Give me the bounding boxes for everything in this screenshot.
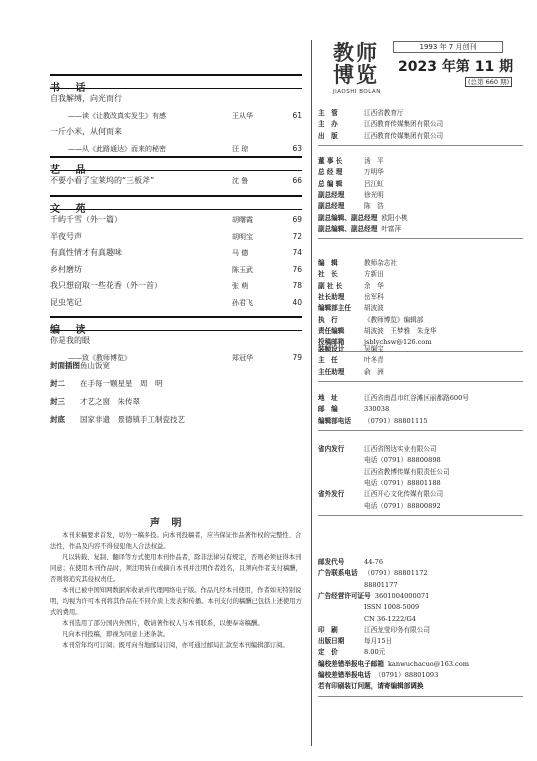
section-title: 编 读 — [50, 325, 92, 336]
entry-page: 76 — [292, 264, 302, 274]
toc-entry — [50, 143, 302, 155]
statement-paragraph: 本刊已被中国知网数据库收录并代理网络电子版。作品凡经本刊使用，作者如无特别说明，均视为许可本刊将其作品在不同介质上发表和传播。本刊支付的稿酬已包括上述使用方式的费用。 — [50, 587, 302, 616]
info-label: 装帧设计 — [318, 345, 345, 353]
info-value: 江西教育传媒集团有限公司 — [364, 120, 444, 129]
entry-page: 72 — [292, 231, 302, 241]
entry-page: 63 — [292, 143, 302, 153]
info-label: 省外发行 — [318, 490, 345, 499]
info-label: 广告经营许可证号 — [318, 591, 371, 600]
entry-page: 79 — [292, 352, 302, 362]
info-row — [318, 659, 528, 670]
info-row — [318, 625, 528, 636]
info-row — [318, 591, 528, 602]
toc-entry — [50, 335, 302, 347]
info-row — [318, 568, 528, 579]
entry-title: 有真性情才有真趣味 — [50, 248, 122, 257]
entry-title: 一斤小米，从何而来 — [50, 127, 122, 136]
info-row — [318, 636, 528, 647]
info-label: 主 办 — [318, 120, 338, 129]
info-label: 编校差错举报电子邮箱 — [318, 659, 384, 668]
info-row — [318, 455, 528, 466]
section-title: 艺 品 — [50, 165, 92, 176]
cover-value: 在手每一颗星星 周 明 — [80, 379, 163, 388]
entry-title: 半夜号声 — [50, 231, 82, 241]
info-row — [318, 444, 528, 455]
entry-page: 61 — [292, 110, 302, 120]
info-row — [318, 292, 528, 303]
toc-entry — [50, 126, 302, 138]
entry-page: 69 — [292, 215, 302, 224]
entry-author: 沈 鲁 — [232, 177, 249, 185]
cover-label: 封底 — [50, 415, 65, 424]
statement-paragraph: 本刊选用了部分国内外图片，敬请著作权人与本刊联系，以便奉寄稿酬。 — [62, 620, 264, 627]
section-header — [50, 195, 302, 215]
entry-title: 自我解缚，向光而行 — [50, 94, 122, 103]
info-label: 副总编辑、副总经理 — [318, 213, 378, 222]
info-value: 每月15日 — [364, 637, 393, 646]
info-value: 电话（0791）88801188 — [364, 478, 441, 487]
info-row — [318, 355, 528, 366]
cover-credit — [50, 360, 110, 371]
info-value: 江西省图达实业有限公司 — [364, 445, 437, 453]
info-label: 定 价 — [318, 648, 338, 657]
info-label: 地 址 — [318, 394, 338, 402]
info-label: 编校差错举报电话 — [318, 671, 371, 679]
entry-page: 66 — [292, 176, 302, 185]
entry-author: 胡曙霞 — [232, 216, 253, 224]
entry-author: 陈玉武 — [232, 265, 253, 274]
founded-date: 1993 年 7 月创刊 — [393, 41, 503, 53]
info-value: 江西省教育厅 — [364, 109, 404, 117]
info-value: 万明华 — [364, 168, 384, 177]
info-divider — [318, 430, 523, 431]
entry-title: ——读《让教改真实发生》有感 — [68, 111, 166, 120]
info-row — [318, 647, 528, 658]
info-value: 8.00元 — [364, 648, 386, 657]
info-row — [318, 344, 528, 355]
info-row — [318, 213, 528, 224]
info-value: 陈 浩 — [364, 202, 384, 211]
info-label: 社 长 — [318, 270, 338, 279]
info-value: 《教师博览》编辑部 — [364, 315, 424, 324]
cover-credit — [50, 396, 140, 407]
section-header — [50, 316, 302, 336]
entry-author: 张 萌 — [232, 282, 249, 290]
section-header — [50, 74, 302, 94]
info-value: 3601004000071 — [374, 591, 430, 600]
info-row — [318, 167, 528, 178]
info-value: 教师杂志社 — [364, 259, 397, 267]
toc-entry — [50, 214, 302, 226]
info-value: 岳军科 — [364, 292, 384, 301]
info-row — [318, 201, 528, 212]
toc-entry — [50, 247, 302, 259]
info-value: 胡波波 — [364, 304, 384, 313]
info-divider — [318, 381, 523, 382]
info-divider — [318, 696, 523, 697]
info-value: jsblychsw@126.com — [364, 338, 432, 347]
entry-author: 孙君飞 — [232, 298, 253, 307]
entry-page: 40 — [292, 297, 302, 307]
info-label: 省内发行 — [318, 445, 345, 453]
cover-label: 封面插图 — [50, 361, 80, 370]
info-value: CN 36-1222/G4 — [364, 614, 416, 623]
info-value: 吕江虹 — [364, 179, 384, 188]
info-row — [318, 670, 528, 681]
info-label: 副总编辑、副总经理 — [318, 224, 378, 233]
section-title: 书 话 — [50, 83, 92, 94]
cover-label: 封二 — [50, 379, 65, 388]
cover-value: 鱼山饭宽 — [80, 361, 110, 370]
info-divider — [318, 515, 523, 516]
info-row — [318, 404, 528, 415]
toc-entry — [50, 175, 302, 187]
info-row — [318, 131, 528, 142]
info-value: 电话（0791）88800898 — [364, 456, 441, 465]
info-label: 主 管 — [318, 109, 338, 117]
magazine-logo: 教师博览 — [333, 40, 379, 87]
info-value: 江西开心文化传媒有限公司 — [364, 490, 444, 499]
column-divider — [311, 40, 312, 746]
info-row — [318, 179, 528, 190]
info-value: 方新田 — [364, 270, 384, 279]
statement-body — [50, 530, 302, 651]
info-label: 邮 编 — [318, 405, 338, 414]
statement-paragraph: 凡向本刊投稿，即视为同意上述条款。 — [62, 631, 170, 638]
info-value: 江西省南昌市红谷滩区丽都路600号 — [364, 394, 469, 402]
entry-author: 汪 琼 — [232, 144, 249, 153]
info-row — [318, 580, 528, 591]
info-row — [318, 303, 528, 314]
info-row — [318, 416, 528, 427]
info-value: （0791）88801093 — [374, 671, 439, 679]
entry-author: 马 德 — [232, 249, 249, 257]
info-label: 广告联系电话 — [318, 569, 358, 578]
toc-entry — [50, 280, 302, 292]
info-value: 江西龙莹印务有限公司 — [364, 625, 430, 634]
cover-credit — [50, 378, 163, 389]
toc-entry — [50, 264, 302, 276]
toc-entry — [50, 110, 302, 122]
info-row — [318, 269, 528, 280]
logo-pinyin: JIAOSHI BOLAN — [333, 89, 381, 95]
info-row — [318, 393, 528, 404]
info-row — [318, 681, 528, 692]
info-value: 徐光明 — [364, 190, 384, 199]
entry-title: ——致《教师博览》 — [68, 353, 131, 362]
statement-paragraph: 本刊常年均可订阅；既可向当地邮局订阅，亦可通过邮局汇款至本刊编辑部订阅。 — [62, 642, 289, 649]
info-label: 若有印刷装订问题，请寄编辑部调换 — [318, 682, 424, 691]
info-row — [318, 602, 528, 613]
info-divider — [318, 238, 523, 239]
info-label: 投稿邮箱 — [318, 338, 345, 347]
entry-author: 胡明宝 — [232, 232, 253, 241]
info-value: 俞 洲 — [364, 367, 384, 376]
entry-title: 不要小看了宝莱坞的“三板斧” — [50, 176, 155, 185]
info-row — [318, 108, 528, 119]
info-row — [318, 367, 528, 378]
statement-paragraph: 本刊来稿要求首发，切勿一稿多投。向本刊投稿者，应当保证作品著作权的完整性、合法性，作品及内容不得侵犯他人合法权益。 — [50, 532, 302, 550]
info-value: kanwuchacuo@163.com — [387, 659, 469, 668]
info-label: 总 编 辑 — [318, 179, 343, 188]
info-label: 副 社 长 — [318, 281, 343, 290]
info-label: 社长助理 — [318, 292, 345, 301]
info-value: （0791）88801115 — [364, 416, 428, 425]
info-label: 执 行 — [318, 315, 338, 324]
info-value: 叶冬青 — [364, 356, 384, 365]
info-row — [318, 281, 528, 292]
info-value: 88801177 — [364, 580, 398, 589]
info-value: 江西省教博传媒有限责任公司 — [364, 467, 450, 476]
statement-title: 声 明 — [150, 518, 186, 529]
info-row — [318, 467, 528, 478]
info-value: ISSN 1008-5009 — [364, 603, 420, 612]
info-label: 主任助理 — [318, 367, 345, 376]
entry-author: 郑冠华 — [232, 353, 253, 362]
info-label: 出版日期 — [318, 637, 345, 646]
info-row — [318, 489, 528, 500]
info-label: 编辑部电话 — [318, 416, 351, 425]
info-value: 欧阳小桃 — [381, 213, 408, 222]
statement-paragraph: 凡以转载、复制、翻译等方式使用本刊作品者，除非法律另有规定，否则必须征得本刊同意；在使用本刊作品时，须注明转自或摘自本刊并注明作者姓名，且须向作者支付稿酬，否则将追究其侵权责任。 — [50, 554, 302, 583]
issue-number: 2023 年第 11 期 — [398, 59, 514, 75]
info-label: 邮发代号 — [318, 558, 345, 566]
toc-entry — [50, 93, 302, 105]
info-row — [318, 224, 528, 235]
info-row — [318, 614, 528, 625]
info-label: 责任编辑 — [318, 326, 345, 335]
section-header — [50, 156, 302, 176]
info-label: 董 事 长 — [318, 157, 343, 165]
info-label: 副总经理 — [318, 202, 345, 211]
info-label: 编辑部主任 — [318, 304, 351, 313]
info-row — [318, 501, 528, 512]
info-label: 印 刷 — [318, 625, 338, 634]
entry-title: 昆虫笔记 — [50, 297, 82, 307]
info-label: 副总经理 — [318, 190, 345, 199]
info-label: 主 任 — [318, 356, 338, 365]
info-value: 44-76 — [364, 558, 384, 566]
info-row — [318, 190, 528, 201]
entry-title: ——从《此路通达》而来的秘密 — [68, 144, 166, 153]
info-row — [318, 119, 528, 130]
info-value: 汤 平 — [364, 157, 384, 165]
info-row — [318, 156, 528, 167]
info-row — [318, 258, 528, 269]
total-issue: (总第 660 期) — [465, 77, 512, 87]
info-row — [318, 478, 528, 489]
info-value: 吴编宝 — [364, 345, 384, 353]
cover-value: 才艺之窗 朱传翠 — [80, 397, 140, 406]
entry-page: 78 — [292, 281, 302, 290]
entry-title: 我只想窃取一些花香（外一首） — [50, 281, 162, 290]
info-value: 余 华 — [364, 281, 384, 290]
toc-entry — [50, 231, 302, 243]
info-row — [318, 326, 528, 337]
toc-entry — [50, 297, 302, 309]
info-row — [318, 557, 528, 568]
info-value: （0791）88801172 — [364, 569, 428, 578]
info-divider — [318, 145, 523, 146]
section-title: 文 苑 — [50, 204, 92, 215]
info-value: 叶富萍 — [381, 224, 402, 233]
info-label: 出 版 — [318, 131, 338, 140]
entry-author: 王从华 — [232, 111, 253, 120]
entry-title: 你是我的眼 — [50, 336, 90, 345]
info-row — [318, 315, 528, 326]
entry-title: 千屿千雪（外一篇） — [50, 215, 122, 224]
cover-label: 封三 — [50, 397, 65, 406]
info-label: 总 经 理 — [318, 168, 343, 177]
info-value: 胡波波 王梦雅 朱龙华 — [364, 326, 437, 335]
entry-page: 74 — [292, 248, 302, 257]
cover-credit — [50, 414, 185, 425]
entry-title: 乡村磨坊 — [50, 264, 82, 274]
info-value: 江西教育传媒集团有限公司 — [364, 131, 444, 140]
info-label: 编 辑 — [318, 259, 338, 267]
info-value: 电话（0791）88800892 — [364, 501, 441, 510]
cover-value: 国家非遗 景德镇手工制瓷技艺 — [80, 415, 185, 424]
info-value: 330038 — [364, 405, 390, 414]
